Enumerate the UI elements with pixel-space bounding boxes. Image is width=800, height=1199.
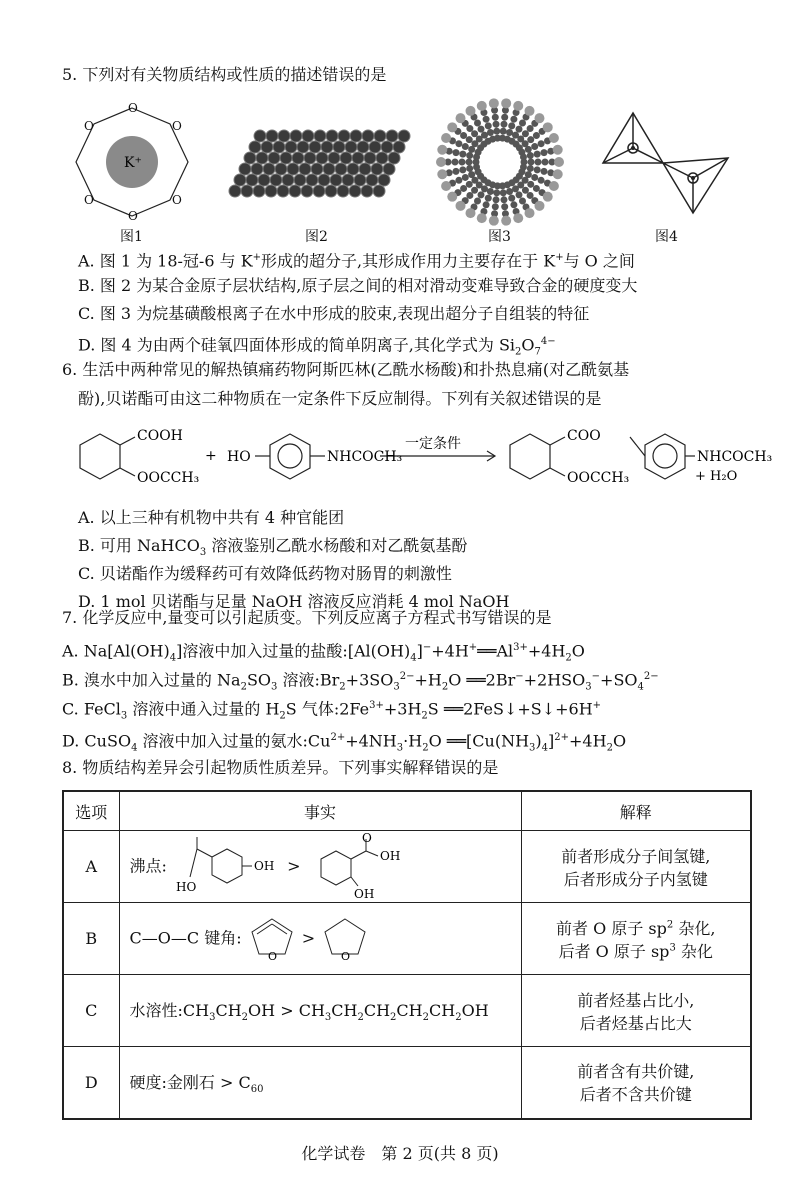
svg-text:HO: HO <box>227 449 251 465</box>
text-segment: − <box>515 671 524 682</box>
text-segment: 2 <box>565 652 572 664</box>
text-segment: 2− <box>643 671 659 682</box>
svg-text:NHCOCH₃: NHCOCH₃ <box>697 449 773 465</box>
text-segment: + <box>555 252 564 263</box>
text-segment: +SO <box>600 670 638 690</box>
text-segment: 前者 O 原子 sp <box>556 918 667 938</box>
svg-text:O: O <box>267 949 277 963</box>
svg-text:O: O <box>172 193 182 207</box>
q6-option-b <box>78 535 467 564</box>
text-segment: 4 <box>169 652 177 664</box>
text-segment: 3 <box>199 547 207 559</box>
svg-text:OH: OH <box>379 848 400 863</box>
q5-option-a <box>78 247 635 272</box>
header-fact: 事实 <box>119 791 521 831</box>
q6-stem-line1 <box>62 359 629 381</box>
text-segment: B. 图 2 为某合金原子层状结构,原子层之间的相对滑动变难导致合金的硬度变大 <box>78 276 638 295</box>
q6-option-c <box>78 563 452 585</box>
q5-stem <box>62 64 386 86</box>
q7-stem <box>62 607 551 629</box>
text-segment: D. 图 4 为由两个硅氧四面体形成的简单阴离子,其化学式为 Si <box>78 335 516 355</box>
furan-structure <box>247 914 297 964</box>
text-segment: 2+ <box>554 732 570 743</box>
text-segment: + <box>592 700 602 711</box>
figure-4-silicate-tetrahedra <box>598 108 738 218</box>
text-segment: +3H <box>383 699 422 719</box>
svg-text:+: + <box>205 448 217 464</box>
text-segment: +H <box>414 670 442 690</box>
text-segment: 2 <box>441 681 449 693</box>
text-segment: C—O—C 键角: <box>129 928 242 947</box>
text-segment: 3 <box>271 681 278 693</box>
text-segment: 沸点: <box>129 856 167 875</box>
q7-option-a <box>62 637 585 670</box>
text-segment: 3 <box>120 710 128 722</box>
svg-text:COO: COO <box>567 428 601 444</box>
text-segment: 8. 物质结构差异会引起物质性质差异。下列事实解释错误的是 <box>62 758 499 777</box>
text-segment: 2 <box>455 1012 462 1024</box>
text-segment: 2 <box>422 742 429 754</box>
text-segment: 酚),贝诺酯可由这二种物质在一定条件下反应制得。下列有关叙述错误的是 <box>78 389 602 408</box>
text-segment: 2 <box>339 681 346 693</box>
figure-3-micelle <box>435 98 565 226</box>
text-segment: D. CuSO <box>62 731 132 751</box>
svg-text:OOCCH₃: OOCCH₃ <box>137 470 200 486</box>
text-segment: + <box>468 642 478 653</box>
table-header <box>63 791 751 831</box>
text-segment: 4 <box>637 681 644 693</box>
text-segment: 杂化 <box>675 941 713 961</box>
text-segment: 溶液:Br <box>277 670 340 690</box>
text-segment: 溶液中通入过量的 H <box>127 699 280 719</box>
text-segment: D. 1 mol 贝诺酯与足量 NaOH 溶液反应消耗 4 mol NaOH <box>78 592 510 611</box>
text-segment: CH <box>429 1000 456 1020</box>
figure-1-crown-ether <box>62 100 202 225</box>
text-segment: 2 <box>606 742 613 754</box>
q8-table <box>62 790 752 1120</box>
text-segment: 3 <box>393 681 400 693</box>
text-segment: 7 <box>534 346 541 358</box>
text-segment: B. 溴水中加入过量的 Na <box>62 670 241 690</box>
text-segment: 2 <box>357 1012 364 1024</box>
text-segment: +4H <box>527 641 566 661</box>
text-segment: B. 可用 NaHCO <box>78 536 200 555</box>
text-segment: 7. 化学反应中,量变可以引起质变。下列反应离子方程式书写错误的是 <box>62 608 552 627</box>
text-segment: 4− <box>540 336 556 347</box>
text-segment: 溶液中加入过量的氨水:Cu <box>137 731 331 751</box>
svg-text:OOCCH₃: OOCCH₃ <box>567 470 630 486</box>
text-segment: ]溶液中加入过量的盐酸:[Al(OH) <box>176 641 411 661</box>
text-segment: 2− <box>399 671 415 682</box>
text-segment: C. 贝诺酯作为缓释药可有效降低药物对肠胃的刺激性 <box>78 564 452 583</box>
text-segment: ] <box>416 641 423 661</box>
figure-4-label: 图4 <box>655 229 678 245</box>
text-segment: +4H <box>569 731 607 751</box>
text-segment: 2 <box>241 1012 249 1024</box>
svg-text:OH: OH <box>254 858 275 873</box>
text-segment: 形成的超分子,其形成作用力主要存在于 K <box>261 251 556 271</box>
q6-stem-line2 <box>78 388 601 410</box>
header-option: 选项 <box>63 791 119 831</box>
svg-text:O: O <box>128 209 138 223</box>
text-segment: 与 O 之间 <box>563 251 635 271</box>
para-hydroxybenzoic-acid-structure <box>172 837 282 897</box>
text-segment: SO <box>246 670 272 690</box>
svg-text:HO: HO <box>176 879 197 894</box>
text-segment: − <box>422 642 432 653</box>
text-segment: 3 <box>585 681 592 693</box>
text-segment: 3 <box>529 742 536 754</box>
tetrahydrofuran-structure <box>320 914 370 964</box>
text-segment: OH <box>461 1000 489 1020</box>
text-segment: 杂化, <box>673 918 716 938</box>
text-segment: 5. 下列对有关物质结构或性质的描述错误的是 <box>62 65 387 84</box>
q5-option-c <box>78 303 589 325</box>
svg-text:O: O <box>128 101 138 115</box>
text-segment: 2 <box>240 681 247 693</box>
page-footer: 化学试卷 第 2 页(共 8 页) <box>301 1144 499 1163</box>
figure-1-label: 图1 <box>120 229 143 245</box>
svg-text:O: O <box>341 949 351 963</box>
q8-stem <box>62 757 498 779</box>
q6-reaction-scheme <box>55 420 773 500</box>
svg-text:O: O <box>361 830 372 845</box>
text-segment: 2 <box>390 1012 397 1024</box>
text-segment: O <box>612 731 627 751</box>
text-segment: S ══2FeS↓+S↓+6H <box>427 699 593 719</box>
text-segment: 6. 生活中两种常见的解热镇痛药物阿斯匹林(乙酰水杨酸)和扑热息痛(对乙酰氨基 <box>62 360 630 379</box>
k-ion-label: K⁺ <box>124 155 142 171</box>
text-segment: 3+ <box>369 700 384 711</box>
text-segment: O <box>571 641 585 661</box>
text-segment: ══Al <box>477 641 514 661</box>
svg-text:+ H₂O: + H₂O <box>695 469 738 484</box>
text-segment: 溶液鉴别乙酰水杨酸和对乙酰氨基酚 <box>206 536 468 555</box>
text-segment: 后者 O 原子 sp <box>558 941 670 961</box>
table-row: D 硬度:金刚石 > $C_{60}$ 前者含有共价键, 后者不含共价键 <box>63 1047 751 1119</box>
figure-2-alloy-layers <box>225 128 410 198</box>
text-segment: 2 <box>421 710 428 722</box>
reaction-condition: 一定条件 <box>405 436 461 452</box>
text-segment: +2HSO <box>523 670 586 690</box>
text-segment: 2+ <box>330 732 346 743</box>
svg-text:O: O <box>84 193 94 207</box>
text-segment: 水溶性:CH <box>129 1000 210 1020</box>
text-segment: CH <box>396 1000 423 1020</box>
text-segment: 4 <box>131 742 138 754</box>
text-segment: O ══2Br <box>448 670 516 690</box>
text-segment: C. 图 3 为烷基磺酸根离子在水中形成的胶束,表现出超分子自组装的特征 <box>78 304 590 323</box>
text-segment: ·H <box>403 731 423 751</box>
ortho-hydroxybenzoic-acid-structure <box>306 830 416 901</box>
text-segment: 3 <box>209 1012 216 1024</box>
text-segment: +4NH <box>345 731 397 751</box>
text-segment: 3+ <box>513 642 528 653</box>
svg-text:COOH: COOH <box>137 428 183 444</box>
text-segment: + <box>252 252 262 263</box>
text-segment: 3 <box>669 942 676 954</box>
q7-option-c <box>62 695 601 728</box>
svg-text:NHCOCH₃: NHCOCH₃ <box>327 449 403 465</box>
svg-text:O: O <box>172 119 182 133</box>
text-segment: 3 <box>396 742 404 754</box>
text-segment: O <box>521 335 535 355</box>
q5-option-b <box>78 275 637 297</box>
figure-3-label: 图3 <box>488 229 511 245</box>
text-segment: A. 以上三种有机物中共有 4 种官能团 <box>78 508 345 527</box>
q6-option-a <box>78 507 344 529</box>
text-segment: CH <box>331 1000 358 1020</box>
text-segment: 2 <box>515 346 522 358</box>
table-row: B C—O—C 键角: O > O 前者 O 原子 $sp^2$ 杂化, 后者 O 原子 $sp^3$ 杂化 <box>63 903 751 975</box>
text-segment: +3SO <box>345 670 394 690</box>
header-explanation: 解释 <box>521 791 751 831</box>
text-segment: CH <box>215 1000 242 1020</box>
text-segment: ] <box>548 731 555 751</box>
text-segment: 2 <box>422 1012 429 1024</box>
text-segment: 60 <box>250 1083 264 1095</box>
text-segment: 2 <box>666 919 674 931</box>
text-segment: 4 <box>541 742 549 754</box>
q7-option-d <box>62 727 626 760</box>
text-segment: C. FeCl <box>62 699 121 719</box>
text-segment: A. 图 1 为 18-冠-6 与 K <box>78 251 253 271</box>
figure-2-label: 图2 <box>305 229 328 245</box>
q7-option-b <box>62 666 659 699</box>
text-segment: 硬度:金刚石 > C <box>129 1072 251 1092</box>
text-segment: − <box>591 671 601 682</box>
svg-text:OH: OH <box>353 886 374 901</box>
text-segment: OH > CH <box>248 1000 325 1020</box>
table-row: C 水溶性$:CH_3CH_2OH > CH_3CH_2CH_2CH_2CH_2OH$ 前者烃基占比小, 后者烃基占比大 <box>63 975 751 1047</box>
table-row: A 沸点: HO OH > O OH OH 前者形成分子间氢键, 后者形成分子内氢键 <box>63 831 751 903</box>
svg-text:O: O <box>84 119 94 133</box>
text-segment: 2 <box>279 710 286 722</box>
text-segment: 4 <box>410 652 417 664</box>
text-segment: S 气体:2Fe <box>285 699 370 719</box>
text-segment: CH <box>363 1000 391 1020</box>
text-segment: +4H <box>431 641 469 661</box>
text-segment: 3 <box>324 1012 332 1024</box>
text-segment: O ══[Cu(NH <box>428 731 530 751</box>
text-segment: ) <box>535 731 542 751</box>
text-segment: A. Na[Al(OH) <box>62 641 170 661</box>
